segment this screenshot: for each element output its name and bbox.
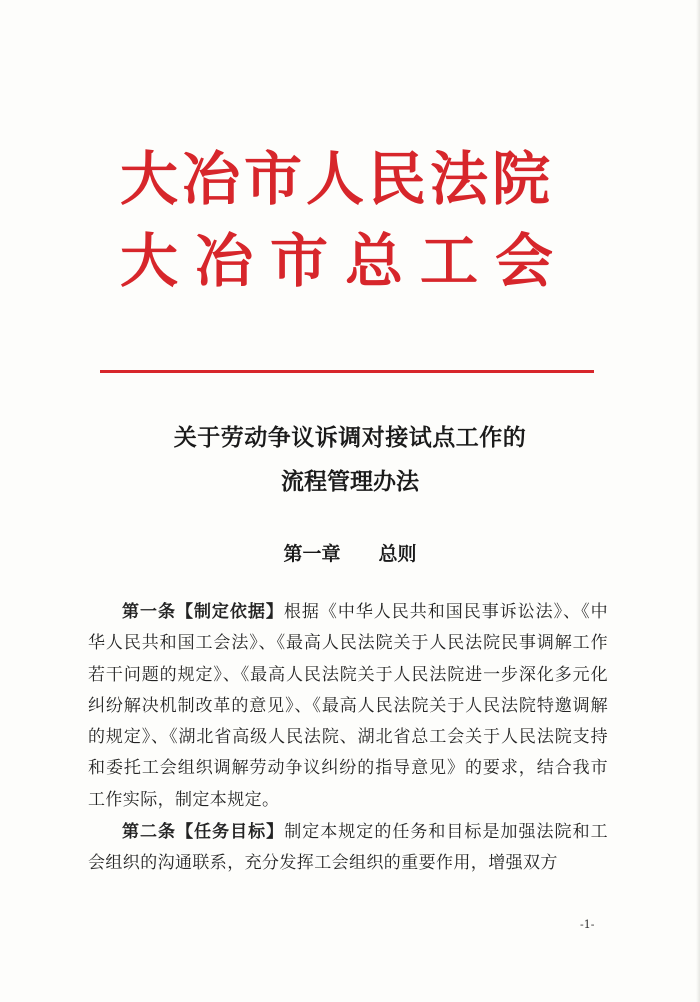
letterhead-union: 大冶市总工会 (120, 227, 571, 295)
article-1 (88, 597, 608, 816)
chapter-heading (0, 545, 700, 564)
document-title-line2: 流程管理办法 (281, 468, 419, 495)
letterhead-court: 大冶市人民法院 (120, 145, 555, 213)
article-paragraph (88, 597, 608, 816)
page-number: -1- (580, 918, 595, 931)
document-title-line1: 关于劳动争议诉调对接试点工作的 (173, 424, 527, 451)
red-divider-line (100, 370, 594, 373)
article-2 (88, 817, 608, 880)
article-text: 制定本规定的任务和目标是加强法院和工会组织的沟通联系，充分发挥工会组织的重要作用，增强双方 (88, 822, 608, 874)
article-paragraph (88, 817, 608, 880)
article-text: 根据《中华人民共和国民事诉讼法》、《中华人民共和国工会法》、《最高人民法院关于人民法院民事调解工作若干问题的规定》、《最高人民法院关于人民法院进一步深化多元化纠纷解决机制改革的意见》、《最高人民法院关于人民法院特邀调解的规定》、《湖北省高级人民法院、湖北省总工会关于人民法院支持和委托工会组织调解劳动争议纠纷的指导意见》的要求，结合我市工作实际，制定本规定。 (88, 602, 608, 810)
scan-edge-shadow (696, 0, 700, 1002)
article-heading: 第一条【制定依据】 (122, 602, 284, 622)
chapter-name: 总则 (378, 543, 417, 565)
chapter-number: 第一章 (283, 543, 341, 565)
article-heading: 第二条【任务目标】 (122, 822, 285, 842)
